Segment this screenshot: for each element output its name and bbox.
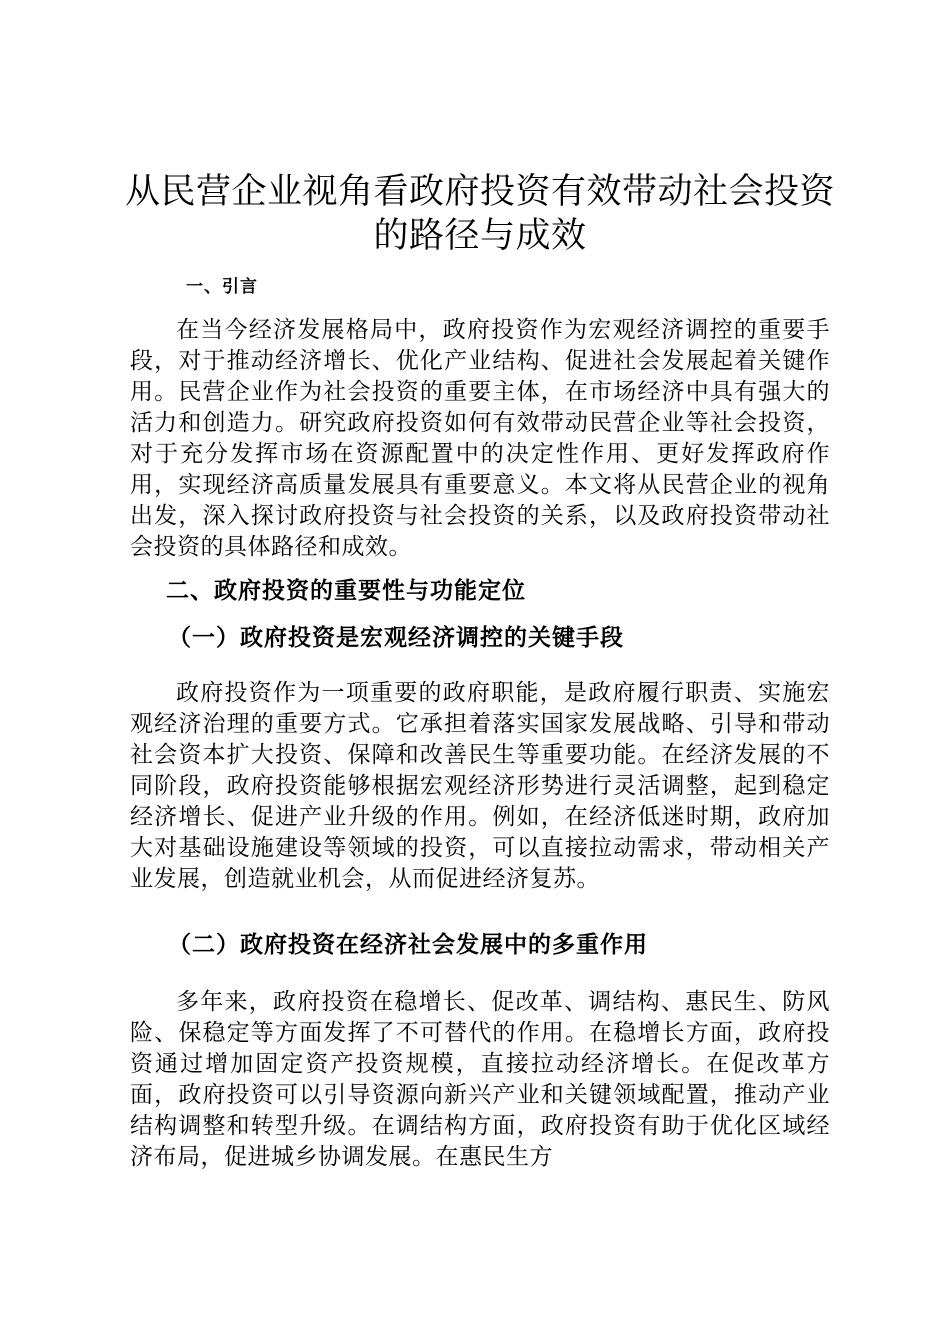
introduction-paragraph: 在当今经济发展格局中，政府投资作为宏观经济调控的重要手段，对于推动经济增长、优化产业结构、促进社会发展起着关键作用。民营企业作为社会投资的重要主体，在市场经济中具有强大的活力和创造力。研究政府投资如何有效带动民营企业等社会投资，对于充分发挥市场在资源配置中的决定性作用、更好发挥政府作用，实现经济高质量发展具有重要意义。本文将从民营企业的视角出发，深入探讨政府投资与社会投资的关系，以及政府投资带动社会投资的具体路径和成效。 [130,317,830,560]
subsection-heading-macro-control: （一）政府投资是宏观经济调控的关键手段 [168,625,624,651]
document-title: 从民营企业视角看政府投资有效带动社会投资的路径与成效 [124,172,835,256]
subsection-heading-multiple-roles: （二）政府投资在经济社会发展中的多重作用 [168,932,648,958]
multiple-roles-paragraph: 多年来，政府投资在稳增长、促改革、调结构、惠民生、防风险、保稳定等方面发挥了不可替代的作用。在稳增长方面，政府投资通过增加固定资产投资规模，直接拉动经济增长。在促改革方面，政府投资可以引导资源向新兴产业和关键领域配置，推动产业结构调整和转型升级。在调结构方面，政府投资有助于优化区域经济布局，促进城乡协调发展。在惠民生方 [130,989,830,1170]
macro-control-paragraph: 政府投资作为一项重要的政府职能，是政府履行职责、实施宏观经济治理的重要方式。它承担着落实国家发展战略、引导和带动社会资本扩大投资、保障和改善民生等重要功能。在经济发展的不同阶段，政府投资能够根据宏观经济形势进行灵活调整，起到稳定经济增长、促进产业升级的作用。例如，在经济低迷时期，政府加大对基础设施建设等领域的投资，可以直接拉动需求，带动相关产业发展，创造就业机会，从而促进经济复苏。 [130,680,830,892]
section-heading-introduction: 一、引言 [186,277,258,297]
section-heading-government-investment: 二、政府投资的重要性与功能定位 [166,578,526,604]
